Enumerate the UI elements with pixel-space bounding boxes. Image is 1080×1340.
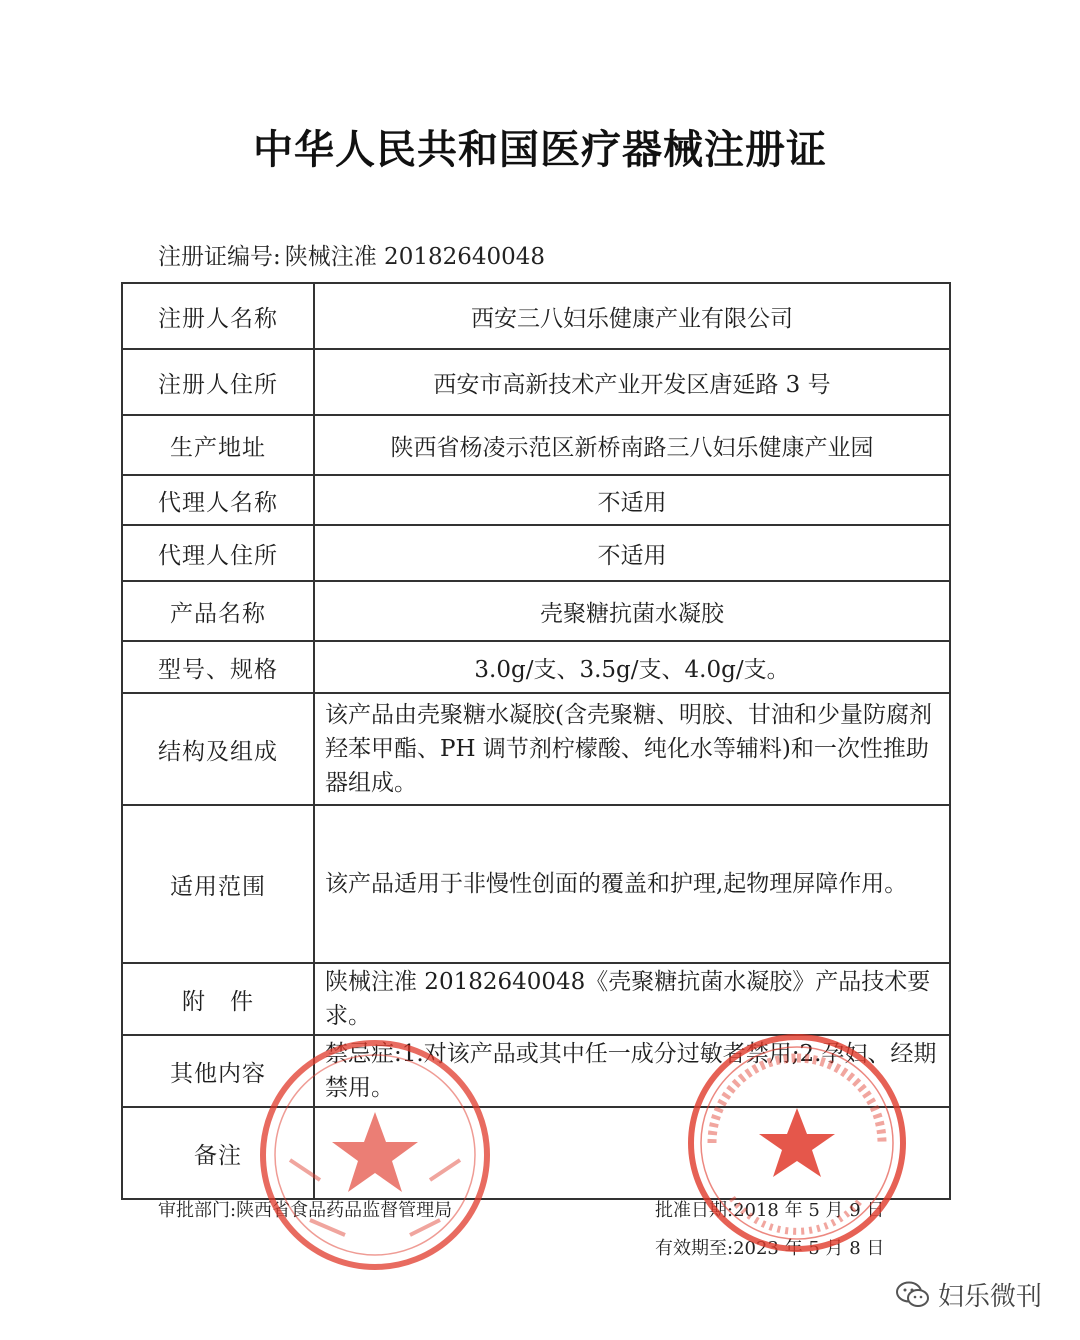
row-remarks	[122, 1107, 950, 1199]
label-agent-name: 代理人名称	[122, 475, 314, 525]
row-agent-address	[122, 525, 950, 581]
label-registrant-name: 注册人名称	[122, 283, 314, 349]
label-product-name: 产品名称	[122, 581, 314, 641]
approval-department: 审批部门:陕西省食品药品监督管理局	[158, 1200, 453, 1221]
label-scope: 适用范围	[122, 805, 314, 963]
label-model-spec: 型号、规格	[122, 641, 314, 693]
certificate-table	[121, 282, 951, 1200]
wechat-icon	[896, 1281, 930, 1309]
row-agent-name	[122, 475, 950, 525]
row-model-spec	[122, 641, 950, 693]
label-registrant-address: 注册人住所	[122, 349, 314, 415]
row-product-name	[122, 581, 950, 641]
label-remarks: 备注	[122, 1107, 314, 1199]
registration-number-value: 陕械注准 20182640048	[284, 244, 546, 270]
value-agent-name: 不适用	[314, 475, 950, 525]
value-registrant-address: 西安市高新技术产业开发区唐延路 3 号	[314, 349, 950, 415]
approval-date: 批准日期:2018 年 5 月 9 日	[655, 1200, 885, 1221]
valid-until: 有效期至:2023 年 5 月 8 日	[655, 1238, 885, 1259]
row-attachment	[122, 963, 950, 1035]
label-production-address: 生产地址	[122, 415, 314, 475]
value-structure: 该产品由壳聚糖水凝胶(含壳聚糖、明胶、甘油和少量防腐剂羟苯甲酯、PH 调节剂柠檬酸、纯化水等辅料)和一次性推助器组成。	[314, 693, 950, 805]
registration-number-line	[158, 238, 549, 271]
row-production-address	[122, 415, 950, 475]
value-attachment: 陕械注准 20182640048《壳聚糖抗菌水凝胶》产品技术要求。	[314, 963, 950, 1035]
label-agent-address: 代理人住所	[122, 525, 314, 581]
watermark	[896, 1276, 1042, 1313]
value-model-spec: 3.0g/支、3.5g/支、4.0g/支。	[314, 641, 950, 693]
label-structure: 结构及组成	[122, 693, 314, 805]
value-remarks	[314, 1107, 950, 1199]
value-product-name: 壳聚糖抗菌水凝胶	[314, 581, 950, 641]
value-registrant-name: 西安三八妇乐健康产业有限公司	[314, 283, 950, 349]
row-registrant-name	[122, 283, 950, 349]
watermark-text: 妇乐微刊	[937, 1282, 1042, 1312]
document-title: 中华人民共和国医疗器械注册证	[253, 127, 827, 173]
registration-number-label: 注册证编号:	[158, 244, 281, 270]
row-registrant-address	[122, 349, 950, 415]
value-production-address: 陕西省杨凌示范区新桥南路三八妇乐健康产业园	[314, 415, 950, 475]
value-other: 禁忌症:1.对该产品或其中任一成分过敏者禁用;2.孕妇、经期禁用。	[314, 1035, 950, 1107]
row-scope	[122, 805, 950, 963]
value-scope: 该产品适用于非慢性创面的覆盖和护理,起物理屏障作用。	[314, 805, 950, 963]
row-structure	[122, 693, 950, 805]
label-other: 其他内容	[122, 1035, 314, 1107]
row-other	[122, 1035, 950, 1107]
value-agent-address: 不适用	[314, 525, 950, 581]
label-attachment: 附 件	[122, 963, 314, 1035]
